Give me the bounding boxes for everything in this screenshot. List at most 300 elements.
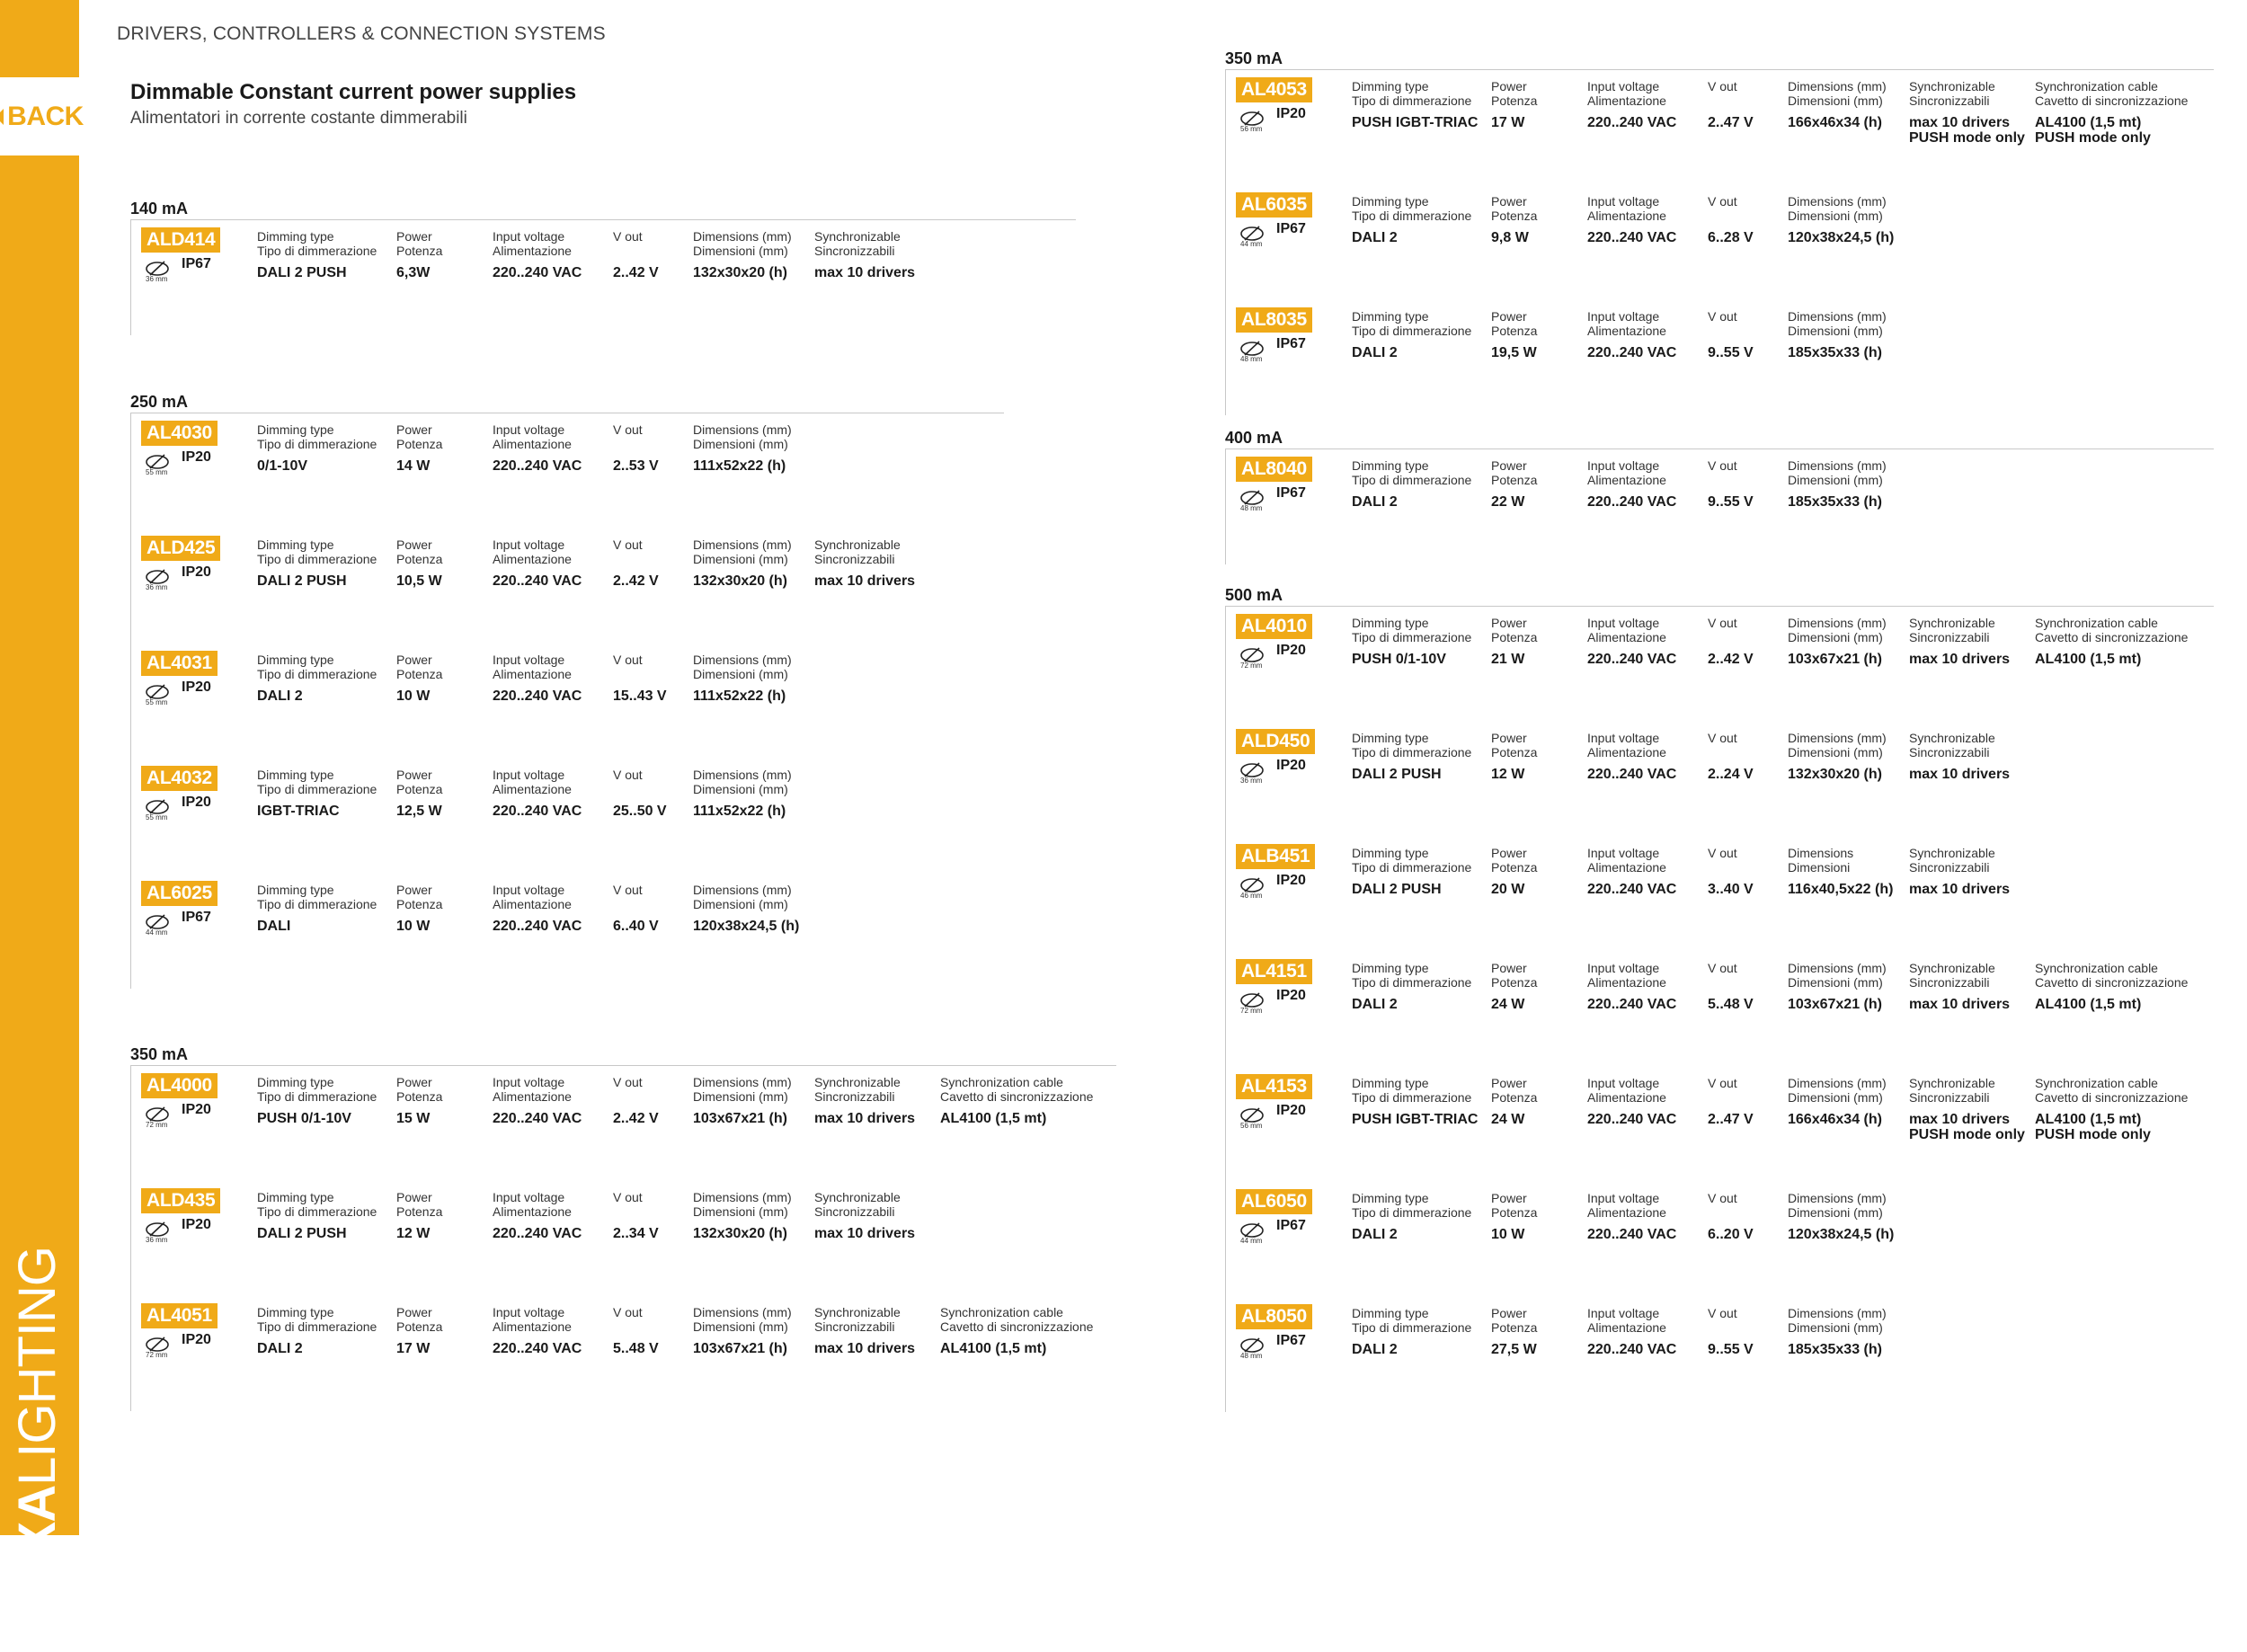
spec-dims — [693, 1190, 792, 1241]
spec-vin — [1587, 846, 1676, 897]
spec-label-en: Power — [1491, 616, 1527, 630]
hole-size: 72 mm — [146, 1351, 168, 1359]
spec-vout — [613, 422, 659, 474]
spec-label-en: Synchronizable — [814, 229, 901, 244]
spec-pow — [1491, 731, 1537, 782]
page-title: Dimmable Constant current power supplies — [130, 80, 577, 104]
spec-label-it: Dimensioni (mm) — [1788, 93, 1883, 108]
product-list — [1225, 607, 2214, 1412]
group-current-title: 350 mA — [1225, 49, 2214, 70]
spec-label-it: Alimentazione — [493, 437, 572, 451]
ip-rating: IP67 — [1276, 221, 1306, 236]
spec-label-en: Dimensions (mm) — [1788, 1306, 1887, 1320]
spec-label-it: Alimentazione — [493, 244, 572, 258]
spec-label-it: Tipo di dimmerazione — [1352, 745, 1472, 759]
spec-label-it: Potenza — [1491, 473, 1538, 487]
spec-label-it: Alimentazione — [1587, 975, 1666, 990]
spec-pow — [1491, 1191, 1537, 1242]
spec-value: AL4100 (1,5 mt) — [940, 1341, 1047, 1356]
spec-label-it — [613, 1089, 659, 1104]
spec-label-it: Cavetto di sincronizzazione — [940, 1089, 1094, 1104]
ip-rating: IP20 — [182, 1332, 211, 1347]
spec-label-en: Dimensions (mm) — [693, 883, 792, 897]
spec-value: 103x67x21 (h) — [693, 1341, 787, 1356]
spec-label-it: Sincronizzabili — [814, 1319, 895, 1334]
spec-value: 120x38x24,5 (h) — [693, 919, 800, 934]
spec-pow — [1491, 616, 1537, 667]
spec-value: 12 W — [1491, 767, 1525, 782]
spec-value: AL4100 (1,5 mt) — [2035, 997, 2142, 1012]
spec-value: 2..42 V — [613, 265, 659, 280]
spec-vin — [493, 229, 582, 280]
spec-label-en: Power — [396, 537, 432, 552]
product-row — [1226, 1182, 2214, 1297]
spec-vout — [1708, 1306, 1754, 1357]
spec-label-it: Potenza — [396, 437, 443, 451]
spec-label-en: Dimming type — [1352, 1306, 1429, 1320]
spec-label-en: V out — [1708, 1306, 1737, 1320]
spec-label-en: Power — [1491, 194, 1527, 209]
spec-value: DALI 2 — [257, 688, 303, 704]
spec-sync — [1909, 731, 2010, 782]
spec-vout — [613, 768, 667, 819]
ip-rating: IP20 — [1276, 988, 1306, 1003]
hole-size-icon — [1239, 875, 1266, 893]
spec-label-it: Tipo di dimmerazione — [257, 667, 377, 681]
spec-dims — [1788, 1191, 1894, 1242]
spec-value: 220..240 VAC — [1587, 230, 1677, 245]
spec-label-it: Potenza — [396, 1319, 443, 1334]
spec-vout — [1708, 194, 1754, 245]
spec-vin — [1587, 616, 1676, 667]
spec-vin — [1587, 79, 1676, 130]
product-code-badge[interactable]: ALD414 — [141, 227, 220, 253]
product-list — [1225, 449, 2214, 564]
group-250ma — [130, 393, 1004, 989]
spec-label-it — [1708, 324, 1754, 338]
spec-label-en: V out — [1708, 616, 1737, 630]
spec-label-en: Input voltage — [493, 422, 565, 437]
product-row — [1226, 300, 2214, 415]
spec-label-en: Power — [396, 1305, 432, 1319]
spec-value: 22 W — [1491, 494, 1525, 510]
product-code-badge[interactable]: AL4051 — [141, 1303, 218, 1328]
spec-label-it — [1708, 1090, 1754, 1105]
spec-label-en: Synchronization cable — [2035, 616, 2158, 630]
hole-size-icon — [1239, 760, 1266, 778]
spec-label-en: V out — [613, 653, 643, 667]
spec-vin — [493, 537, 582, 589]
spec-label-en: Synchronizable — [814, 1305, 901, 1319]
spec-label-it: Alimentazione — [1587, 1205, 1666, 1220]
spec-label-en: Synchronization cable — [2035, 1076, 2158, 1090]
ip-rating: IP20 — [182, 795, 211, 810]
spec-label-en: Dimming type — [257, 883, 334, 897]
spec-pow — [396, 883, 442, 934]
ip-rating: IP67 — [1276, 485, 1306, 501]
spec-dim — [1352, 616, 1471, 667]
spec-dims — [1788, 1076, 1887, 1127]
spec-pow — [396, 537, 442, 589]
spec-dims — [1788, 961, 1887, 1012]
hole-size-icon — [1239, 224, 1266, 242]
spec-label-en: Power — [396, 229, 432, 244]
spec-label-en: Synchronization cable — [940, 1075, 1063, 1089]
spec-label-en: Power — [396, 653, 432, 667]
spec-label-it: Sincronizzabili — [814, 244, 895, 258]
hole-size: 44 mm — [1240, 1237, 1263, 1245]
spec-label-en: Synchronization cable — [2035, 961, 2158, 975]
spec-value: 220..240 VAC — [493, 688, 582, 704]
spec-label-it: Potenza — [1491, 93, 1538, 108]
ip-rating: IP20 — [182, 449, 211, 465]
spec-value: 185x35x33 (h) — [1788, 494, 1882, 510]
group-350ma-left — [130, 1045, 1116, 1411]
product-code-badge[interactable]: AL6025 — [141, 881, 218, 906]
product-row — [1226, 607, 2214, 722]
spec-sync — [1909, 79, 2025, 146]
spec-value: 9..55 V — [1708, 494, 1754, 510]
hole-size-icon — [1239, 1221, 1266, 1239]
spec-dim — [257, 537, 377, 589]
spec-vout — [1708, 1191, 1754, 1242]
product-code-badge[interactable]: AL4151 — [1236, 959, 1312, 984]
spec-sync — [1909, 1076, 2025, 1142]
product-code-badge[interactable]: AL6035 — [1236, 192, 1312, 218]
spec-label-it: Dimensioni (mm) — [1788, 324, 1883, 338]
group-current-title: 350 mA — [130, 1045, 1116, 1066]
spec-value: 5..48 V — [613, 1341, 659, 1356]
product-code-badge[interactable]: ALD425 — [141, 536, 220, 561]
spec-label-it: Dimensioni (mm) — [1788, 630, 1883, 644]
spec-label-en: V out — [613, 422, 643, 437]
spec-value: 2..53 V — [613, 458, 659, 474]
spec-label-it: Tipo di dimmerazione — [257, 437, 377, 451]
spec-label-en: Input voltage — [1587, 616, 1660, 630]
spec-label-en: Dimensions (mm) — [1788, 194, 1887, 209]
spec-vin — [493, 1190, 582, 1241]
spec-label-en: Input voltage — [1587, 846, 1660, 860]
hole-size: 36 mm — [146, 1236, 168, 1244]
spec-label-en: Input voltage — [493, 1190, 565, 1204]
spec-label-en: Dimming type — [257, 1190, 334, 1204]
spec-value: max 10 drivers — [814, 265, 916, 280]
spec-label-en: V out — [1708, 194, 1737, 209]
spec-label-it — [1708, 209, 1754, 223]
spec-value: 6..28 V — [1708, 230, 1754, 245]
spec-dims — [1788, 458, 1887, 510]
product-code-badge[interactable]: AL8040 — [1236, 457, 1312, 482]
spec-value: DALI 2 PUSH — [1352, 767, 1442, 782]
hole-size-icon — [144, 682, 171, 700]
spec-label-it: Sincronizzabili — [814, 552, 895, 566]
spec-label-en: Dimensions (mm) — [1788, 731, 1887, 745]
spec-value: 9,8 W — [1491, 230, 1529, 245]
spec-label-it: Dimensioni (mm) — [1788, 1205, 1883, 1220]
spec-dims — [693, 653, 792, 704]
spec-label-it: Alimentazione — [493, 667, 572, 681]
spec-label-it: Potenza — [396, 782, 443, 796]
spec-label-it: Sincronizzabili — [1909, 93, 1990, 108]
spec-label-it — [1708, 975, 1754, 990]
spec-label-en: Dimensions (mm) — [1788, 1191, 1887, 1205]
spec-value: 9..55 V — [1708, 1342, 1754, 1357]
spec-value: 220..240 VAC — [1587, 115, 1677, 130]
product-list — [1225, 70, 2214, 415]
spec-label-en: Input voltage — [1587, 961, 1660, 975]
spec-label-en: Power — [396, 422, 432, 437]
spec-label-it: Dimensioni — [1788, 860, 1851, 875]
spec-value: 220..240 VAC — [1587, 1112, 1677, 1127]
spec-label-en: Power — [396, 768, 432, 782]
spec-label-it: Cavetto di sincronizzazione — [2035, 975, 2189, 990]
spec-label-it: Cavetto di sincronizzazione — [2035, 630, 2189, 644]
spec-label-it: Dimensioni (mm) — [693, 667, 788, 681]
spec-label-en: Dimensions (mm) — [693, 537, 792, 552]
spec-dim — [1352, 309, 1471, 360]
product-code-badge[interactable]: AL4010 — [1236, 614, 1312, 639]
spec-dims — [1788, 731, 1887, 782]
spec-value: 3..40 V — [1708, 882, 1754, 897]
spec-label-en: V out — [613, 1075, 643, 1089]
spec-value-note: PUSH mode only — [1909, 130, 2025, 146]
hole-size-icon — [1239, 645, 1266, 663]
spec-vin — [1587, 961, 1676, 1012]
spec-label-en: Synchronizable — [1909, 616, 1995, 630]
spec-label-en: Dimming type — [1352, 309, 1429, 324]
spec-label-en: Dimensions (mm) — [693, 1075, 792, 1089]
spec-vout — [1708, 961, 1754, 1012]
spec-label-en: Dimensions (mm) — [693, 229, 792, 244]
spec-label-en: Input voltage — [493, 768, 565, 782]
spec-label-en: Synchronizable — [1909, 846, 1995, 860]
spec-label-it — [613, 897, 659, 911]
spec-label-en: Dimming type — [257, 653, 334, 667]
hole-size: 72 mm — [1240, 662, 1263, 670]
spec-label-en: V out — [613, 768, 643, 782]
product-row — [1226, 837, 2214, 952]
spec-label-en: V out — [613, 537, 643, 552]
spec-value: 17 W — [396, 1341, 431, 1356]
spec-value: PUSH 0/1-10V — [257, 1111, 351, 1126]
product-code-badge[interactable]: ALD450 — [1236, 729, 1315, 754]
spec-label-en: Input voltage — [1587, 458, 1660, 473]
brand-bold: FLEXA — [8, 1485, 67, 1652]
spec-dims — [693, 1075, 792, 1126]
spec-label-it: Potenza — [396, 244, 443, 258]
spec-label-en: V out — [613, 229, 643, 244]
spec-label-it: Alimentazione — [493, 1089, 572, 1104]
spec-label-it — [1708, 1205, 1754, 1220]
spec-value: 120x38x24,5 (h) — [1788, 1227, 1895, 1242]
spec-value: 2..42 V — [1708, 652, 1754, 667]
spec-value: 19,5 W — [1491, 345, 1537, 360]
spec-label-en: Dimming type — [257, 1075, 334, 1089]
spec-value: 220..240 VAC — [1587, 882, 1677, 897]
spec-dim — [257, 229, 377, 280]
spec-label-en: Synchronizable — [814, 537, 901, 552]
spec-value: AL4100 (1,5 mt) — [2035, 652, 2142, 667]
spec-label-it: Tipo di dimmerazione — [257, 244, 377, 258]
spec-pow — [396, 1305, 442, 1356]
spec-label-it — [613, 1204, 659, 1219]
hole-size-icon — [1239, 1106, 1266, 1124]
spec-sync — [814, 537, 915, 589]
spec-label-en: Input voltage — [1587, 1076, 1660, 1090]
hole-size: 44 mm — [1240, 240, 1263, 248]
spec-label-en: Power — [396, 1190, 432, 1204]
product-code-badge[interactable]: AL4030 — [141, 421, 218, 446]
spec-label-en: Synchronizable — [1909, 79, 1995, 93]
spec-value: AL4100 (1,5 mt) — [2035, 1112, 2142, 1127]
product-code-badge[interactable]: AL4053 — [1236, 77, 1312, 102]
spec-value: 120x38x24,5 (h) — [1788, 230, 1895, 245]
spec-value: DALI 2 — [1352, 1227, 1398, 1242]
spec-value: 14 W — [396, 458, 431, 474]
spec-label-it: Potenza — [396, 897, 443, 911]
spec-label-it — [613, 1319, 659, 1334]
hole-size-icon — [1239, 109, 1266, 127]
spec-vout — [613, 1075, 659, 1126]
spec-label-it: Tipo di dimmerazione — [257, 1089, 377, 1104]
product-code-badge[interactable]: AL6050 — [1236, 1189, 1312, 1214]
spec-label-it: Alimentazione — [493, 782, 572, 796]
spec-pow — [1491, 458, 1537, 510]
spec-cable — [940, 1075, 1093, 1126]
spec-pow — [396, 1075, 442, 1126]
spec-label-en: Input voltage — [493, 1075, 565, 1089]
back-button[interactable] — [0, 97, 84, 137]
hole-size: 48 mm — [1240, 355, 1263, 363]
ip-rating: IP67 — [1276, 336, 1306, 351]
spec-value: max 10 drivers — [814, 1226, 916, 1241]
spec-label-en: Dimensions (mm) — [693, 653, 792, 667]
spec-label-en: Power — [1491, 458, 1527, 473]
product-code-badge[interactable]: AL4032 — [141, 766, 218, 791]
spec-label-en: Dimming type — [1352, 194, 1429, 209]
spec-value: 2..47 V — [1708, 1112, 1754, 1127]
spec-label-en: Power — [1491, 309, 1527, 324]
product-code-badge[interactable]: AL8050 — [1236, 1304, 1312, 1329]
spec-value: max 10 drivers — [1909, 1112, 2011, 1127]
spec-value: DALI 2 — [1352, 494, 1398, 510]
spec-pow — [1491, 79, 1537, 130]
spec-value: 2..42 V — [613, 1111, 659, 1126]
spec-dims — [693, 229, 792, 280]
page-subtitle: Alimentatori in corrente costante dimmerabili — [130, 109, 467, 128]
hole-size: 72 mm — [1240, 1007, 1263, 1015]
product-list — [130, 413, 1004, 989]
spec-pow — [396, 768, 442, 819]
spec-label-en: Dimming type — [257, 1305, 334, 1319]
spec-value: PUSH IGBT-TRIAC — [1352, 1112, 1479, 1127]
product-row — [131, 1181, 1116, 1296]
spec-pow — [396, 422, 442, 474]
product-code-badge[interactable]: AL8035 — [1236, 307, 1312, 333]
spec-dim — [1352, 458, 1471, 510]
spec-label-en: Input voltage — [1587, 79, 1660, 93]
sidebar-brand-block — [0, 155, 79, 1652]
spec-cable — [2035, 961, 2188, 1012]
spec-label-it: Potenza — [1491, 1090, 1538, 1105]
spec-value: 220..240 VAC — [493, 458, 582, 474]
spec-value: max 10 drivers — [1909, 997, 2011, 1012]
spec-label-en: Input voltage — [493, 653, 565, 667]
spec-value: max 10 drivers — [1909, 115, 2011, 130]
hole-size: 44 mm — [146, 928, 168, 937]
spec-dims — [1788, 846, 1893, 897]
spec-dim — [1352, 731, 1471, 782]
spec-dims — [693, 537, 792, 589]
hole-size: 36 mm — [146, 275, 168, 283]
hole-size-icon — [144, 452, 171, 470]
spec-value: 166x46x34 (h) — [1788, 1112, 1882, 1127]
spec-label-en: V out — [1708, 1076, 1737, 1090]
hole-size-icon — [144, 259, 171, 277]
product-code-badge[interactable]: AL4031 — [141, 651, 218, 676]
spec-vin — [493, 653, 582, 704]
spec-label-en: Dimensions (mm) — [693, 422, 792, 437]
spec-dims — [693, 422, 792, 474]
spec-vout — [1708, 458, 1754, 510]
spec-label-it: Potenza — [396, 552, 443, 566]
hole-size: 36 mm — [1240, 777, 1263, 785]
spec-pow — [1491, 194, 1537, 245]
product-code-badge[interactable]: ALD435 — [141, 1188, 220, 1213]
product-code-badge[interactable]: AL4153 — [1236, 1074, 1312, 1099]
product-code-badge[interactable]: ALB451 — [1236, 844, 1315, 869]
spec-dims — [693, 883, 799, 934]
spec-value: 132x30x20 (h) — [693, 573, 787, 589]
spec-value: 220..240 VAC — [1587, 767, 1677, 782]
product-code-badge[interactable]: AL4000 — [141, 1073, 218, 1098]
spec-label-en: Input voltage — [1587, 1306, 1660, 1320]
spec-label-it: Dimensioni (mm) — [693, 1319, 788, 1334]
spec-label-it: Cavetto di sincronizzazione — [2035, 93, 2189, 108]
spec-dim — [257, 1305, 377, 1356]
spec-label-it: Alimentazione — [1587, 473, 1666, 487]
hole-size: 56 mm — [1240, 125, 1263, 133]
spec-label-en: V out — [613, 1305, 643, 1319]
spec-label-it: Alimentazione — [1587, 93, 1666, 108]
spec-label-it: Alimentazione — [1587, 745, 1666, 759]
spec-label-en: V out — [1708, 1191, 1737, 1205]
spec-dim — [257, 883, 377, 934]
spec-label-it: Alimentazione — [1587, 1090, 1666, 1105]
spec-label-it: Potenza — [1491, 324, 1538, 338]
spec-value: DALI 2 — [1352, 1342, 1398, 1357]
hole-size: 48 mm — [1240, 504, 1263, 512]
group-400ma — [1225, 429, 2214, 564]
spec-label-en: Power — [1491, 79, 1527, 93]
spec-pow — [396, 653, 442, 704]
spec-value: 6..40 V — [613, 919, 659, 934]
group-500ma — [1225, 586, 2214, 1412]
spec-label-it: Dimensioni (mm) — [693, 897, 788, 911]
spec-label-it: Dimensioni (mm) — [1788, 1320, 1883, 1335]
spec-label-en: V out — [1708, 846, 1737, 860]
spec-vin — [1587, 458, 1676, 510]
spec-label-it: Tipo di dimmerazione — [1352, 860, 1472, 875]
spec-value: 12 W — [396, 1226, 431, 1241]
spec-label-en: Dimensions (mm) — [1788, 309, 1887, 324]
spec-vin — [493, 768, 582, 819]
spec-vin — [493, 1075, 582, 1126]
spec-value: 185x35x33 (h) — [1788, 345, 1882, 360]
spec-label-it: Tipo di dimmerazione — [1352, 93, 1472, 108]
spec-vout — [1708, 309, 1754, 360]
spec-label-en: Dimming type — [1352, 1076, 1429, 1090]
